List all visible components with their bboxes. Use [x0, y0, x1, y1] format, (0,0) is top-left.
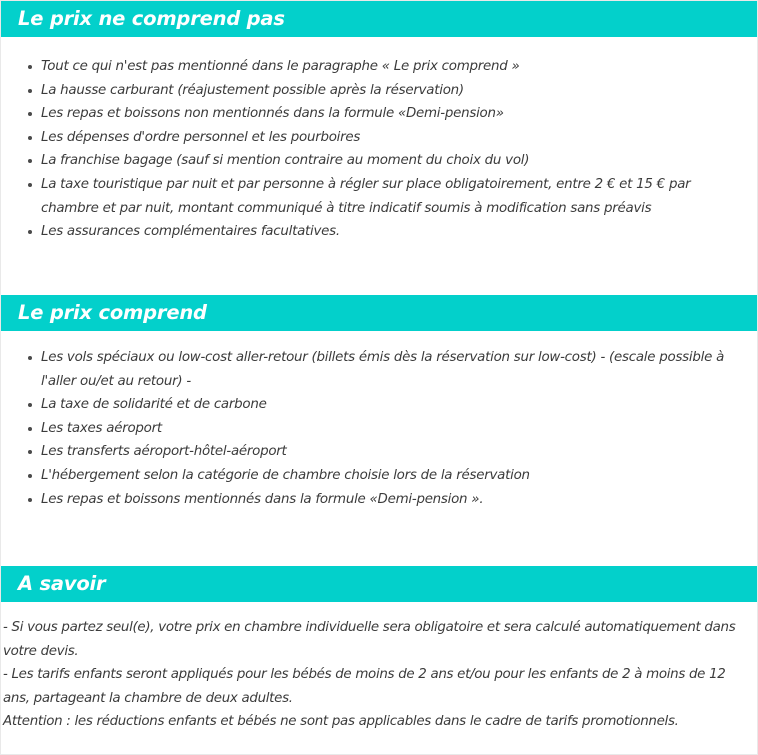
note-paragraph: - Si vous partez seul(e), votre prix en chambre individuelle sera obligatoire et sera calculé automatiquement dans votre devis.	[3, 620, 736, 659]
list-item: Les repas et boissons non mentionnés dans la formule «Demi-pension»	[1, 102, 749, 126]
list-item: Les assurances complémentaires facultatives.	[1, 220, 749, 244]
section-title: Le prix comprend	[18, 301, 207, 324]
list-item: La taxe touristique par nuit et par personne à régler sur place obligatoirement, entre 2 € et 15 € par chambre et par nuit, montant communiqué à titre indicatif soumis à modification sans préavis	[1, 173, 749, 220]
list-item: Les vols spéciaux ou low-cost aller-retour (billets émis dès la réservation sur low-cost) - (escale possible à l'aller ou/et au retour) -	[1, 346, 749, 393]
section-header-price-included	[1, 295, 757, 331]
list-item: Les repas et boissons mentionnés dans la formule «Demi-pension ».	[1, 488, 749, 512]
section-body-price-not-included	[1, 37, 757, 244]
list-item: La taxe de solidarité et de carbone	[1, 393, 749, 417]
section-title: Le prix ne comprend pas	[18, 7, 285, 30]
list-item: Les taxes aéroport	[1, 417, 749, 441]
note-paragraph: Attention : les réductions enfants et bébés ne sont pas applicables dans le cadre de tarifs promotionnels.	[3, 714, 679, 730]
section-price-not-included	[1, 1, 757, 244]
section-body-good-to-know	[1, 602, 757, 734]
list-item: Les transferts aéroport-hôtel-aéroport	[1, 440, 749, 464]
list-item: La hausse carburant (réajustement possible après la réservation)	[1, 79, 749, 103]
section-good-to-know	[1, 566, 757, 734]
section-price-included	[1, 295, 757, 511]
list-item: Tout ce qui n'est pas mentionné dans le paragraphe « Le prix comprend »	[1, 55, 749, 79]
list-item: Les dépenses d'ordre personnel et les pourboires	[1, 126, 749, 150]
note-paragraph: - Les tarifs enfants seront appliqués pour les bébés de moins de 2 ans et/ou pour les enfants de 2 à moins de 12 ans, partageant la chambre de deux adultes.	[3, 667, 726, 706]
list-item: La franchise bagage (sauf si mention contraire au moment du choix du vol)	[1, 149, 749, 173]
section-body-price-included	[1, 331, 757, 511]
section-title: A savoir	[18, 572, 106, 595]
price-not-included-list	[1, 55, 749, 244]
section-header-price-not-included	[1, 1, 757, 37]
price-included-list	[1, 346, 749, 511]
list-item: L'hébergement selon la catégorie de chambre choisie lors de la réservation	[1, 464, 749, 488]
section-header-good-to-know	[1, 566, 757, 602]
